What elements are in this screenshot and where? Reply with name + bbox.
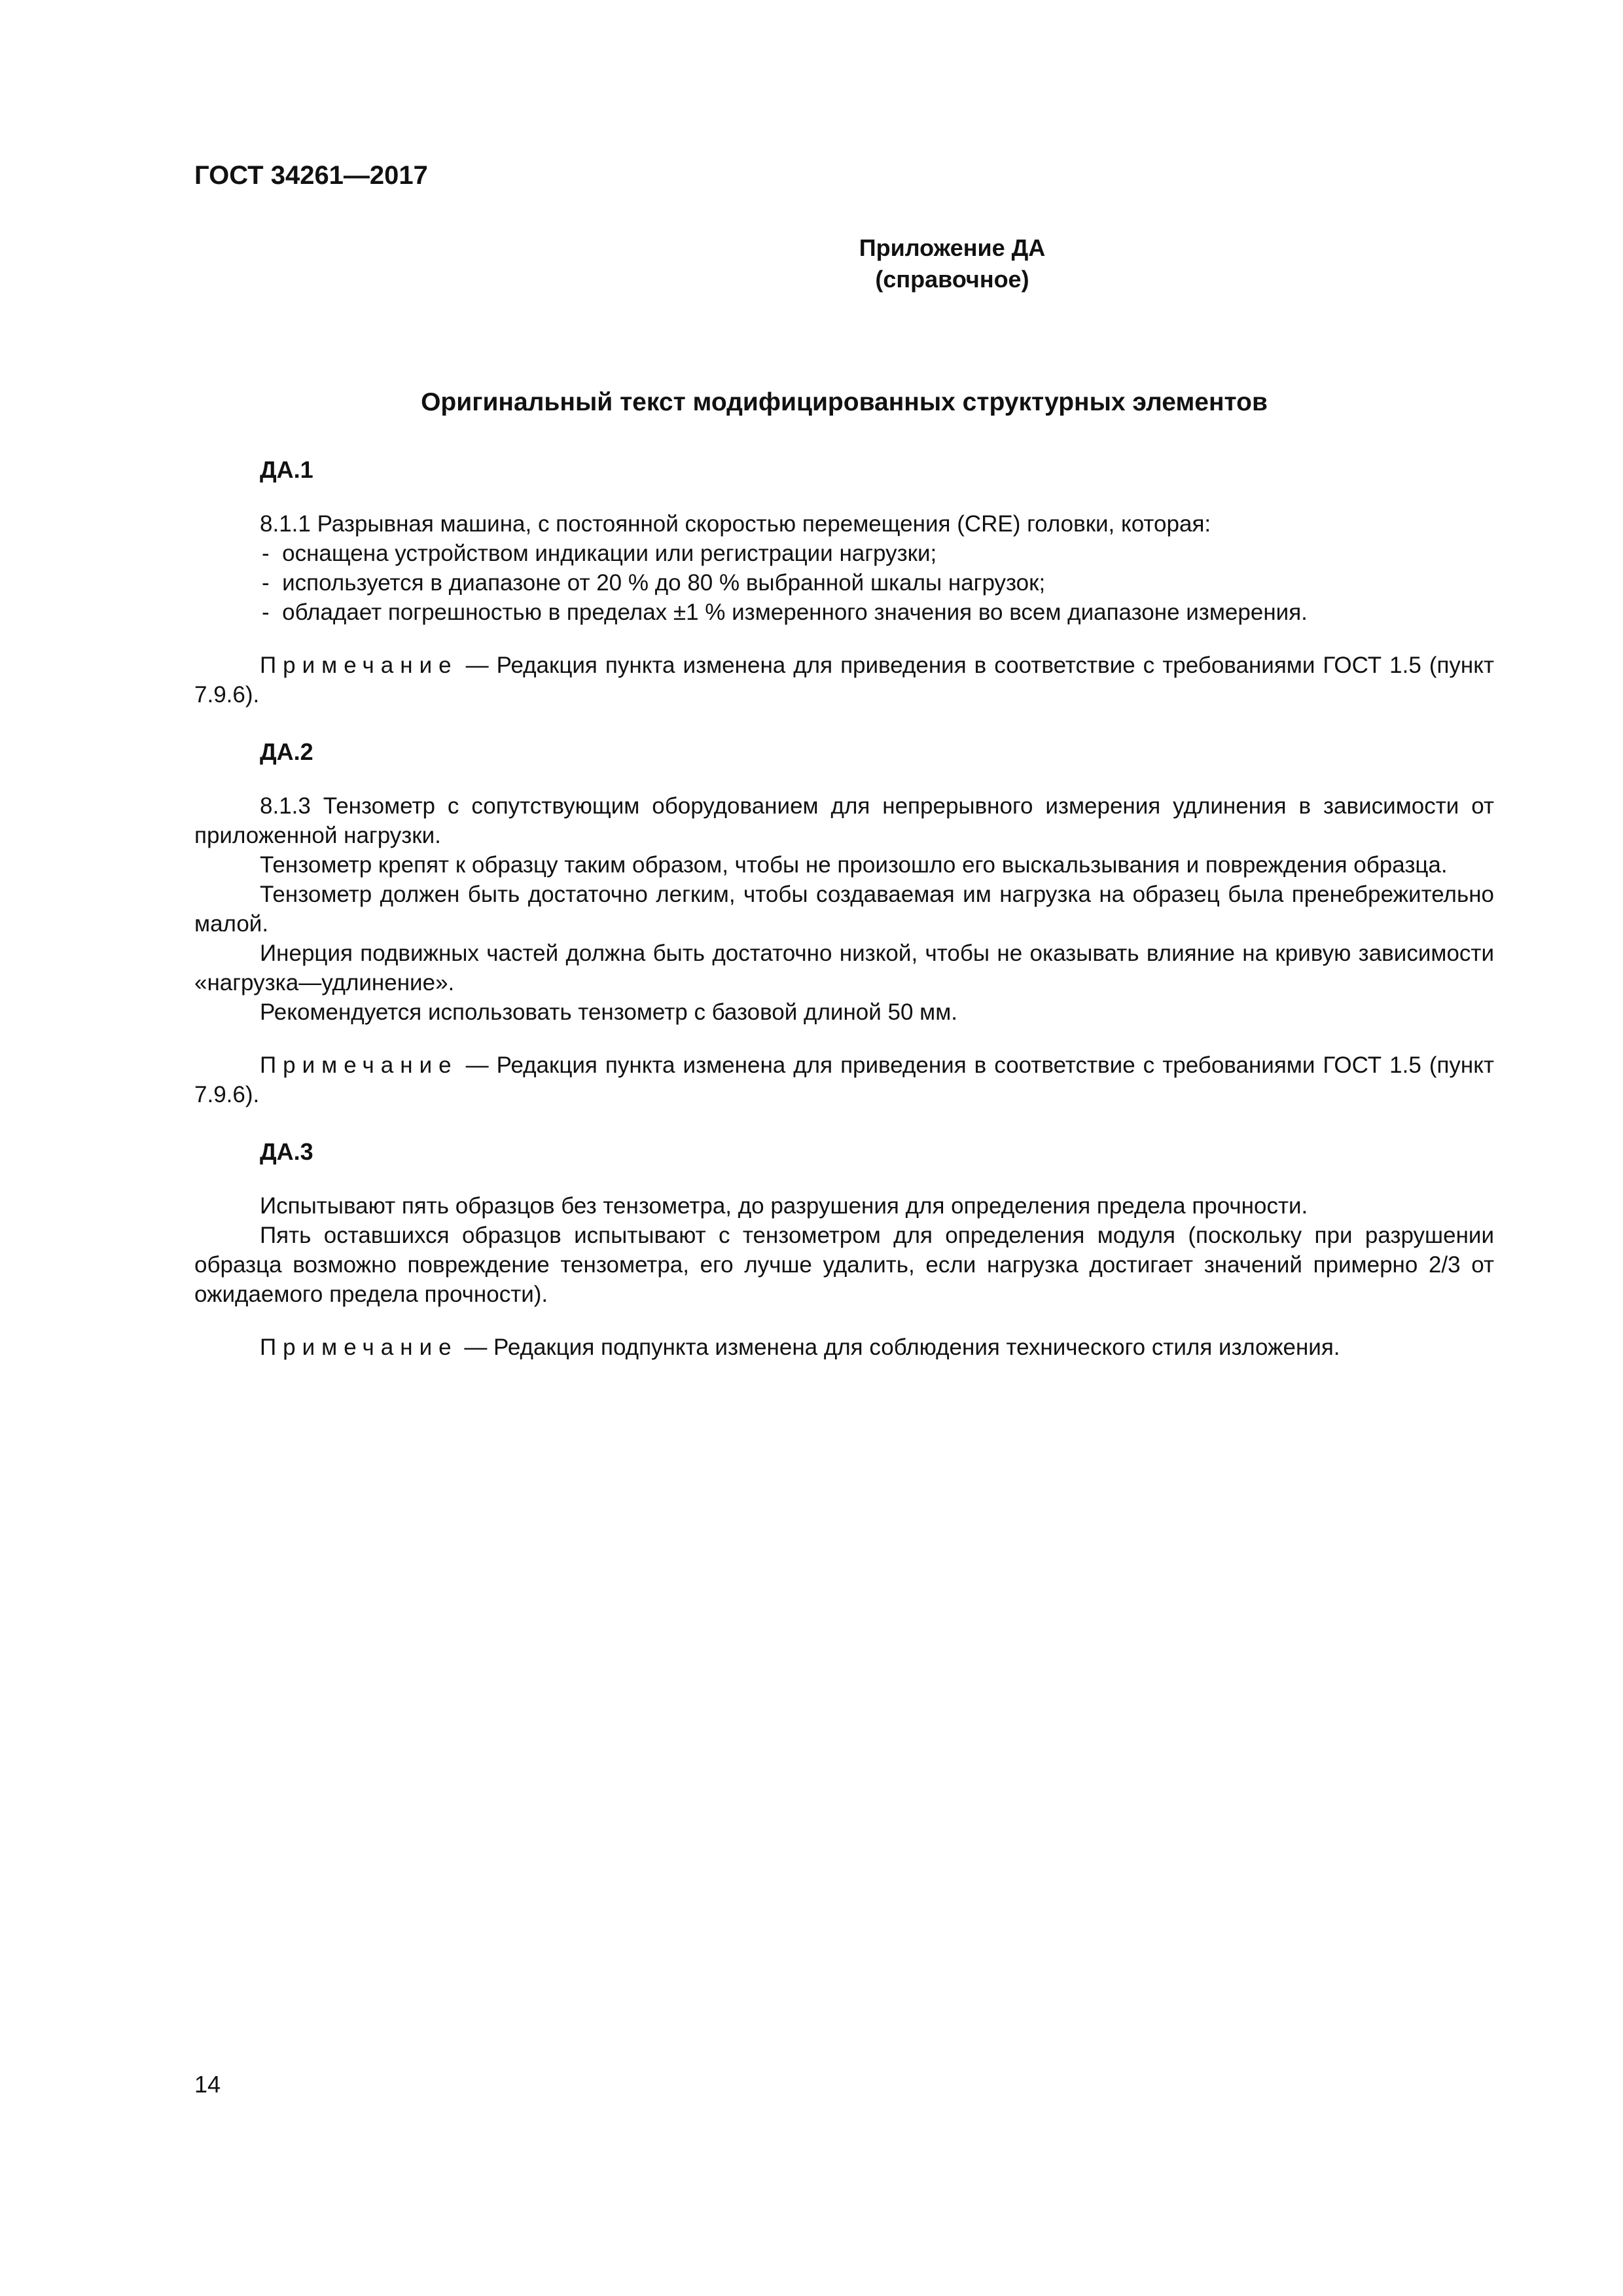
section-content [194,509,1494,709]
section-title: ДА.1 [260,456,313,483]
note [194,1333,1494,1362]
clause-lead: 8.1.1 Разрывная машина, с постоянной скоростью перемещения (CRE) головки, которая: [260,511,1211,537]
note [194,1050,1494,1109]
document-title: Оригинальный текст модифицированных структурных элементов [421,388,1268,416]
document-code-header: ГОСТ 34261—2017 [194,161,428,190]
paragraph: Инерция подвижных частей должна быть достаточно низкой, чтобы не оказывать влияние на кривую зависимости «нагрузка—удлинение». [194,941,1494,996]
paragraph: Рекомендуется использовать тензометр с базовой длиной 50 мм. [260,999,958,1025]
note-text: — Редакция подпункта изменена для соблюдения технического стиля изложения. [457,1335,1340,1360]
section-title: ДА.3 [260,1138,313,1165]
paragraph: Тензометр крепят к образцу таким образом, чтобы не произошло его выскальзывания и повреждения образца. [260,852,1448,878]
section-content [194,791,1494,1109]
paragraph: 8.1.3 Тензометр с сопутствующим оборудованием для непрерывного измерения удлинения в зависимости от приложенной нагрузки. [194,793,1494,848]
note-label: Примечание [260,1335,458,1360]
list-item: - используется в диапазоне от 20 % до 80 % выбранной шкалы нагрузок; [262,568,1494,598]
paragraph: Тензометр должен быть достаточно легким, чтобы создаваемая им нагрузка на образец была пренебрежительно малой. [194,882,1494,937]
appendix-subtitle: (справочное) [875,266,1029,293]
appendix-heading [194,232,1494,295]
page-number: 14 [194,2071,221,2098]
list-item: - оснащена устройством индикации или регистрации нагрузки; [262,539,1494,568]
paragraph: Пять оставшихся образцов испытывают с тензометром для определения модуля (поскольку при разрушении образца возможно повреждение тензометра, его лучше удалить, если нагрузка достигает значений примерно 2/3 от ожидаемого предела прочности). [194,1223,1494,1307]
section-da1 [194,455,1494,709]
section-title: ДА.2 [260,738,313,765]
section-content [194,1191,1494,1362]
requirements-list [262,539,1494,627]
section-da2 [194,737,1494,1109]
note-text: — Редакция пункта изменена для приведения в соответствие с требованиями ГОСТ 1.5 (пункт 7.9.6). [194,653,1494,708]
note [194,651,1494,709]
paragraph: Испытывают пять образцов без тензометра, до разрушения для определения предела прочности. [260,1193,1308,1219]
note-label: Примечание [260,653,458,678]
document-body [194,455,1494,1390]
note-text: — Редакция пункта изменена для приведения в соответствие с требованиями ГОСТ 1.5 (пункт 7.9.6). [194,1052,1494,1107]
appendix-title: Приложение ДА [859,234,1046,261]
note-label: Примечание [260,1052,458,1078]
list-item: - обладает погрешностью в пределах ±1 % измеренного значения во всем диапазоне измерения. [262,598,1494,627]
section-da3 [194,1137,1494,1362]
